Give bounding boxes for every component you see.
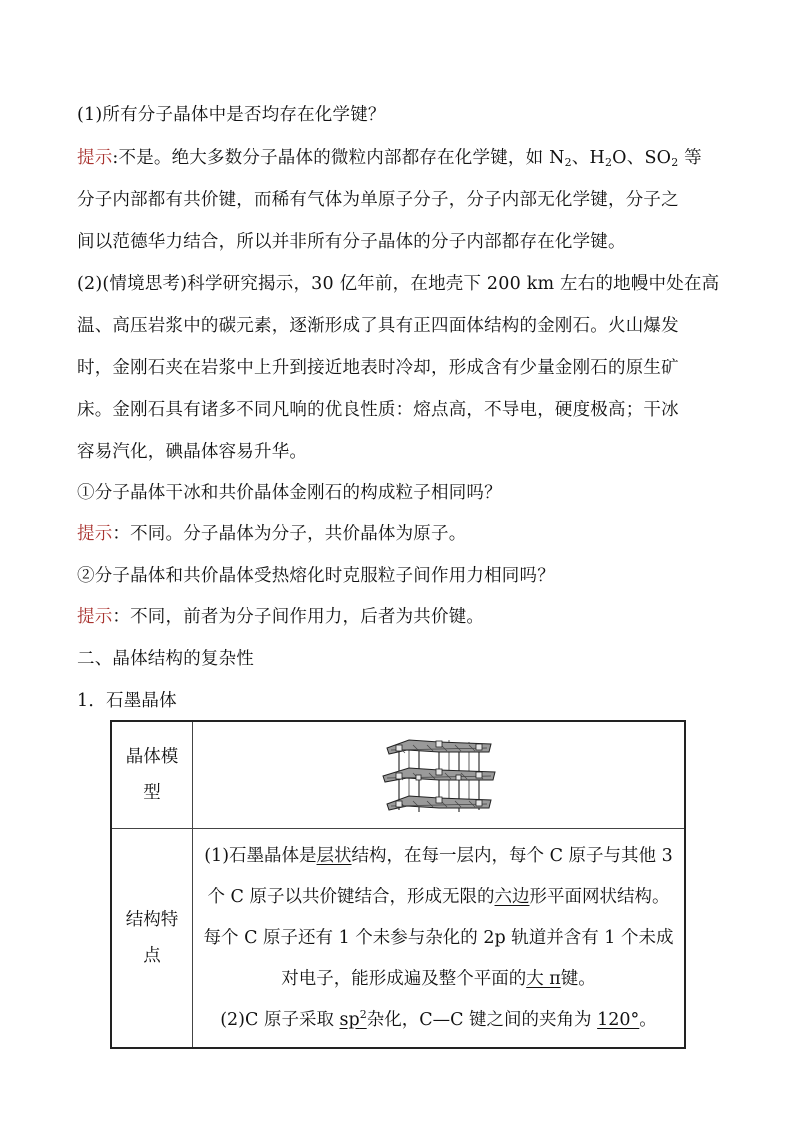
hint-1-line-3: 间以范德华力结合，所以并非所有分子晶体的分子内部都存在化学键。 xyxy=(77,232,626,252)
sub-hint-2-text: ：不同，前者为分子间作用力，后者为共价键。 xyxy=(112,607,485,627)
graphite-table xyxy=(110,720,686,1049)
answer-sp2 xyxy=(339,1007,367,1030)
feature-text: 键。 xyxy=(560,968,596,989)
feature-text: 个 C 原子以共价键结合，形成无限的 xyxy=(207,886,495,907)
question-1 xyxy=(77,103,722,127)
sub-hint-1 xyxy=(77,522,722,546)
sub-hint-1-text: ：不同。分子晶体为分子，共价晶体为原子。 xyxy=(112,524,467,544)
row-label-text: 结构特 xyxy=(125,910,179,930)
separator: 、 xyxy=(626,148,645,168)
sub-question-2: ②分子晶体和共价晶体受热熔化时克服粒子间作用力相同吗？ xyxy=(77,566,555,586)
hint-label: 提示 xyxy=(77,607,113,627)
sub-question-1: ①分子晶体干冰和共价晶体金刚石的构成粒子相同吗？ xyxy=(77,483,502,503)
feature-text: (1)石墨晶体是 xyxy=(204,845,317,866)
hint-1-text: :不是。绝大多数分子晶体的微粒内部都存在化学键，如 xyxy=(112,148,550,168)
formula-so2: SO xyxy=(644,148,672,168)
hint-1-line-1 xyxy=(77,146,722,170)
feature-line-5 xyxy=(203,1000,674,1041)
subsection-heading: 1．石墨晶体 xyxy=(77,691,177,711)
answer-sp2-text: sp xyxy=(339,1009,360,1030)
question-2-line-3: 时，金刚石夹在岩浆中上升到接近地表时冷却，形成含有少量金刚石的原生矿 xyxy=(77,358,679,378)
formula-so2-sub: 2 xyxy=(671,156,679,169)
formula-n2: N xyxy=(549,148,565,168)
feature-text: 结构，在每一层内，每个 C 原子与其他 3 xyxy=(351,845,673,866)
graphite-structure-image xyxy=(379,736,499,818)
row-label-structure-features xyxy=(111,829,193,1049)
feature-line-4 xyxy=(203,959,674,1000)
question-2-line-5: 容易汽化，碘晶体容易升华。 xyxy=(77,442,308,462)
crystal-model-cell xyxy=(193,721,686,829)
formula-h2o-h: H xyxy=(589,148,605,168)
row-label-text: 型 xyxy=(143,783,161,803)
hint-label: 提示 xyxy=(77,148,113,168)
structure-features-cell xyxy=(193,829,686,1049)
row-label-text: 点 xyxy=(143,946,161,966)
answer-angle: 120° xyxy=(597,1009,640,1030)
feature-text: 形平面网状结构。 xyxy=(529,886,670,907)
feature-text: 杂化，C—C 键之间的夹角为 xyxy=(366,1009,598,1030)
question-2-line-4: 床。金刚石具有诸多不同凡响的优良性质：熔点高，不导电，硬度极高；干冰 xyxy=(77,400,679,420)
question-1-text: (1)所有分子晶体中是否均存在化学键？ xyxy=(77,105,386,125)
row-label-text: 晶体模 xyxy=(125,747,179,767)
feature-text: 对电子，能形成遍及整个平面的 xyxy=(281,968,527,989)
answer-hexagonal: 六边 xyxy=(494,886,530,907)
question-2-line-2: 温、高压岩浆中的碳元素，逐渐形成了具有正四面体结构的金刚石。火山爆发 xyxy=(77,316,679,336)
feature-text: (2)C 原子采取 xyxy=(220,1009,340,1030)
feature-line-1 xyxy=(203,836,674,877)
answer-layered: 层状 xyxy=(316,845,352,866)
table-row xyxy=(111,721,685,829)
sub-hint-2 xyxy=(77,605,722,629)
formula-h2o-o: O xyxy=(612,148,627,168)
formula-n2-sub: 2 xyxy=(564,156,572,169)
hint-1-tail: 等 xyxy=(678,148,702,168)
row-label-crystal-model xyxy=(111,721,193,829)
answer-sp2-sup: 2 xyxy=(359,1007,367,1021)
hint-1-line-2: 分子内部都有共价键，而稀有气体为单原子分子，分子内部无化学键，分子之 xyxy=(77,190,679,210)
feature-line-3: 每个 C 原子还有 1 个未参与杂化的 2p 轨道并含有 1 个未成 xyxy=(203,927,674,948)
formula-h2o-sub: 2 xyxy=(604,156,613,169)
feature-text: 。 xyxy=(639,1009,657,1030)
separator: 、 xyxy=(571,148,590,168)
question-2-line-1: (2)(情境思考)科学研究揭示，30 亿年前，在地壳下 200 km 左右的地幔中处在高 xyxy=(77,274,720,294)
feature-line-2 xyxy=(203,877,674,918)
hint-label: 提示 xyxy=(77,524,113,544)
table-row xyxy=(111,829,685,1049)
section-heading: 二、晶体结构的复杂性 xyxy=(77,649,254,669)
answer-big-pi: 大 π xyxy=(526,968,561,989)
